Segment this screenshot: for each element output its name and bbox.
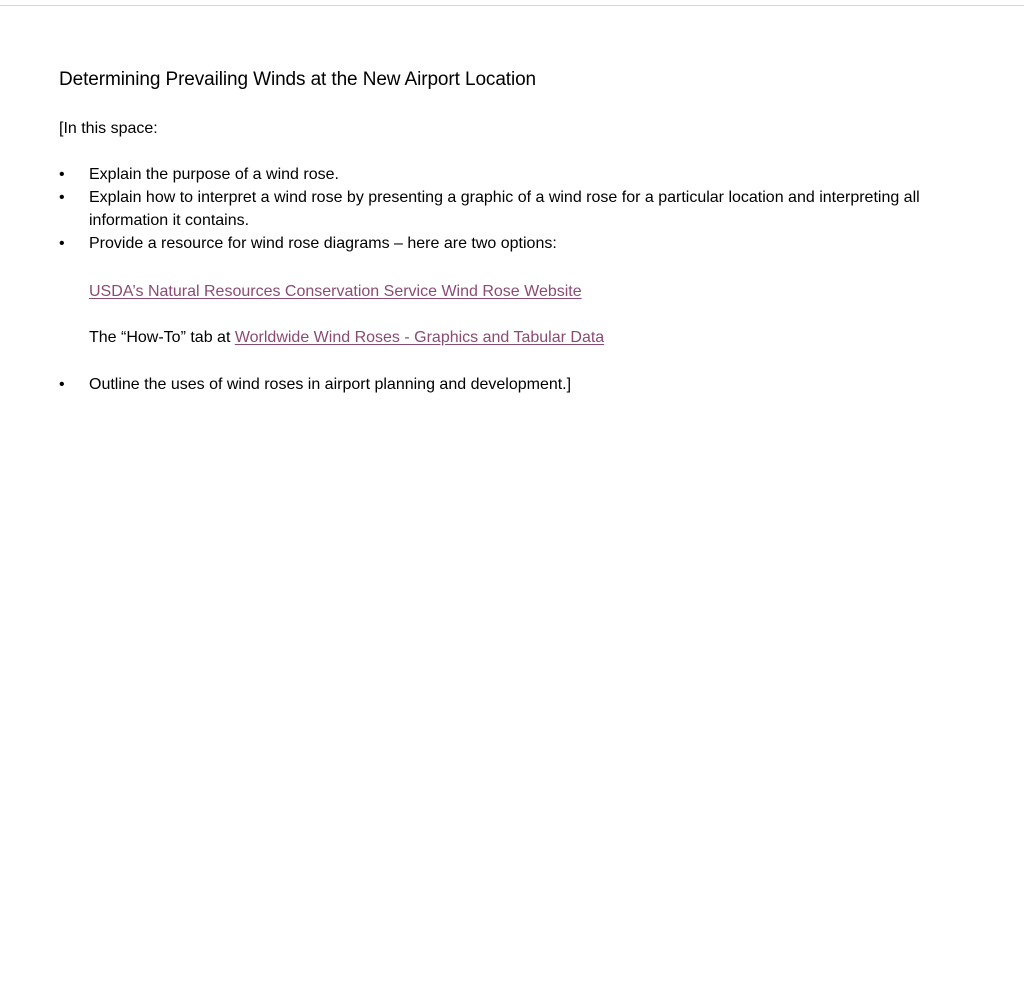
- howto-prefix-text: The “How-To” tab at: [89, 329, 235, 346]
- bullet-item-resource: [59, 232, 979, 255]
- bullet-dot-icon: •: [59, 189, 65, 206]
- bullet-dot-icon: •: [59, 376, 65, 393]
- worldwide-resource-line: [89, 326, 604, 349]
- bullet-dot-icon: •: [59, 235, 65, 252]
- document-title: Determining Prevailing Winds at the New Airport Location: [59, 69, 537, 90]
- bullet-item-uses: [59, 373, 979, 396]
- bullet-item-purpose: [59, 163, 979, 186]
- usda-wind-rose-link[interactable]: USDA’s Natural Resources Conservation Service Wind Rose Website: [89, 283, 582, 300]
- bullet-text: Outline the uses of wind roses in airport planning and development.]: [89, 376, 572, 393]
- bullet-dot-icon: •: [59, 166, 65, 183]
- bullet-text: Provide a resource for wind rose diagrams – here are two options:: [89, 235, 557, 252]
- bullet-text: Explain the purpose of a wind rose.: [89, 166, 339, 183]
- bullet-item-interpret: [59, 186, 979, 232]
- final-bullet-list: [59, 373, 979, 396]
- page-top-divider: [0, 5, 1024, 6]
- bullet-text: Explain how to interpret a wind rose by presenting a graphic of a wind rose for a particular location and interpreting all information it contains.: [89, 189, 920, 229]
- intro-text: [In this space:: [59, 120, 158, 137]
- bullet-list: [59, 163, 979, 255]
- worldwide-wind-roses-link[interactable]: Worldwide Wind Roses - Graphics and Tabular Data: [234, 329, 605, 346]
- usda-resource-line: [89, 280, 582, 303]
